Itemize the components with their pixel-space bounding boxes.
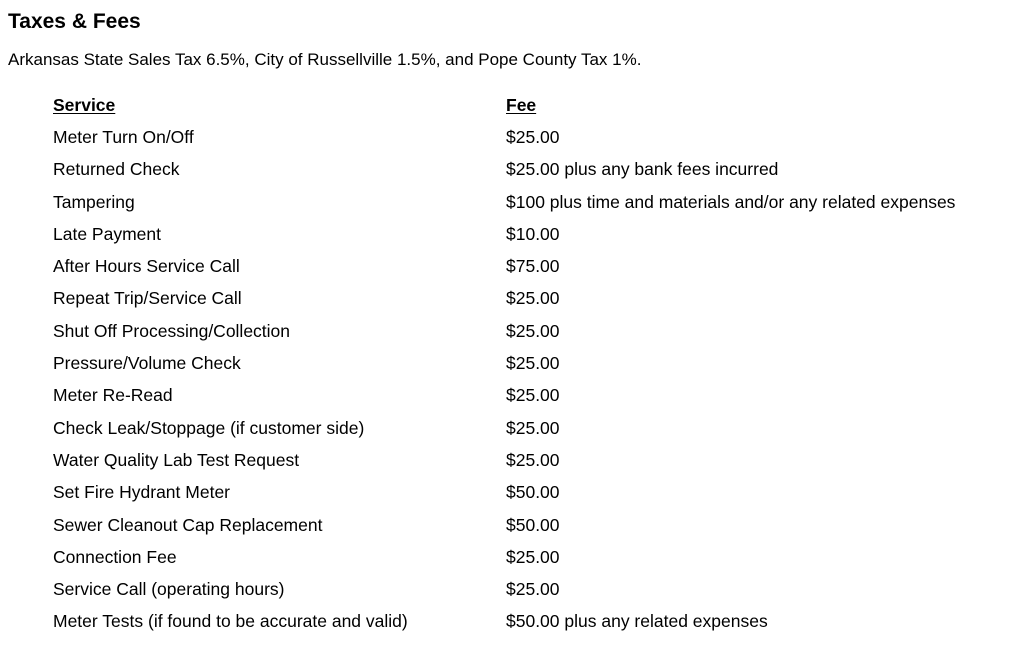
table-row [53, 154, 1018, 186]
service-cell: Meter Re-Read [53, 385, 173, 406]
service-cell: Check Leak/Stoppage (if customer side) [53, 417, 365, 438]
service-cell: Returned Check [53, 159, 180, 180]
table-row [53, 444, 1018, 476]
table-row [53, 186, 1018, 218]
fee-cell: $25.00 [506, 320, 560, 341]
service-cell: Repeat Trip/Service Call [53, 288, 242, 309]
table-row [53, 541, 1018, 573]
table-row [53, 606, 1018, 638]
fee-cell: $25.00 plus any bank fees incurred [506, 159, 779, 180]
fee-cell: $25.00 [506, 353, 560, 374]
fee-cell: $50.00 [506, 514, 560, 535]
service-cell: Connection Fee [53, 546, 177, 567]
table-row [53, 315, 1018, 347]
service-cell: Tampering [53, 191, 135, 212]
fee-cell: $25.00 [506, 126, 560, 147]
table-row [53, 573, 1018, 605]
fee-cell: $25.00 [506, 546, 560, 567]
fee-cell: $75.00 [506, 256, 560, 277]
fee-cell: $25.00 [506, 579, 560, 600]
service-cell: Shut Off Processing/Collection [53, 320, 291, 341]
table-row [53, 250, 1018, 282]
service-cell: Set Fire Hydrant Meter [53, 482, 230, 503]
service-cell: After Hours Service Call [53, 256, 240, 277]
table-row [53, 283, 1018, 315]
service-cell: Water Quality Lab Test Request [53, 449, 300, 470]
tax-rates-text: Arkansas State Sales Tax 6.5%, City of Russellville 1.5%, and Pope County Tax 1%. [8, 50, 642, 69]
table-header-row [53, 89, 1018, 121]
table-row [53, 477, 1018, 509]
table-row [53, 218, 1018, 250]
service-cell: Late Payment [53, 223, 161, 244]
service-column-header: Service [53, 94, 116, 115]
service-cell: Meter Tests (if found to be accurate and valid) [53, 611, 408, 632]
fee-cell: $10.00 [506, 223, 560, 244]
service-cell: Pressure/Volume Check [53, 353, 241, 374]
fee-cell: $25.00 [506, 288, 560, 309]
service-cell: Service Call (operating hours) [53, 579, 285, 600]
table-row [53, 121, 1018, 153]
fee-cell: $50.00 [506, 482, 560, 503]
fee-cell: $25.00 [506, 449, 560, 470]
fee-cell: $100 plus time and materials and/or any related expenses [506, 191, 956, 212]
table-row [53, 380, 1018, 412]
table-row [53, 412, 1018, 444]
table-row [53, 509, 1018, 541]
service-cell: Meter Turn On/Off [53, 126, 194, 147]
fee-column-header: Fee [506, 94, 537, 115]
service-cell: Sewer Cleanout Cap Replacement [53, 514, 323, 535]
table-row [53, 347, 1018, 379]
fee-cell: $25.00 [506, 417, 560, 438]
fee-cell: $50.00 plus any related expenses [506, 611, 768, 632]
fee-table [53, 89, 1018, 638]
page-title: Taxes & Fees [8, 10, 141, 33]
fee-cell: $25.00 [506, 385, 560, 406]
